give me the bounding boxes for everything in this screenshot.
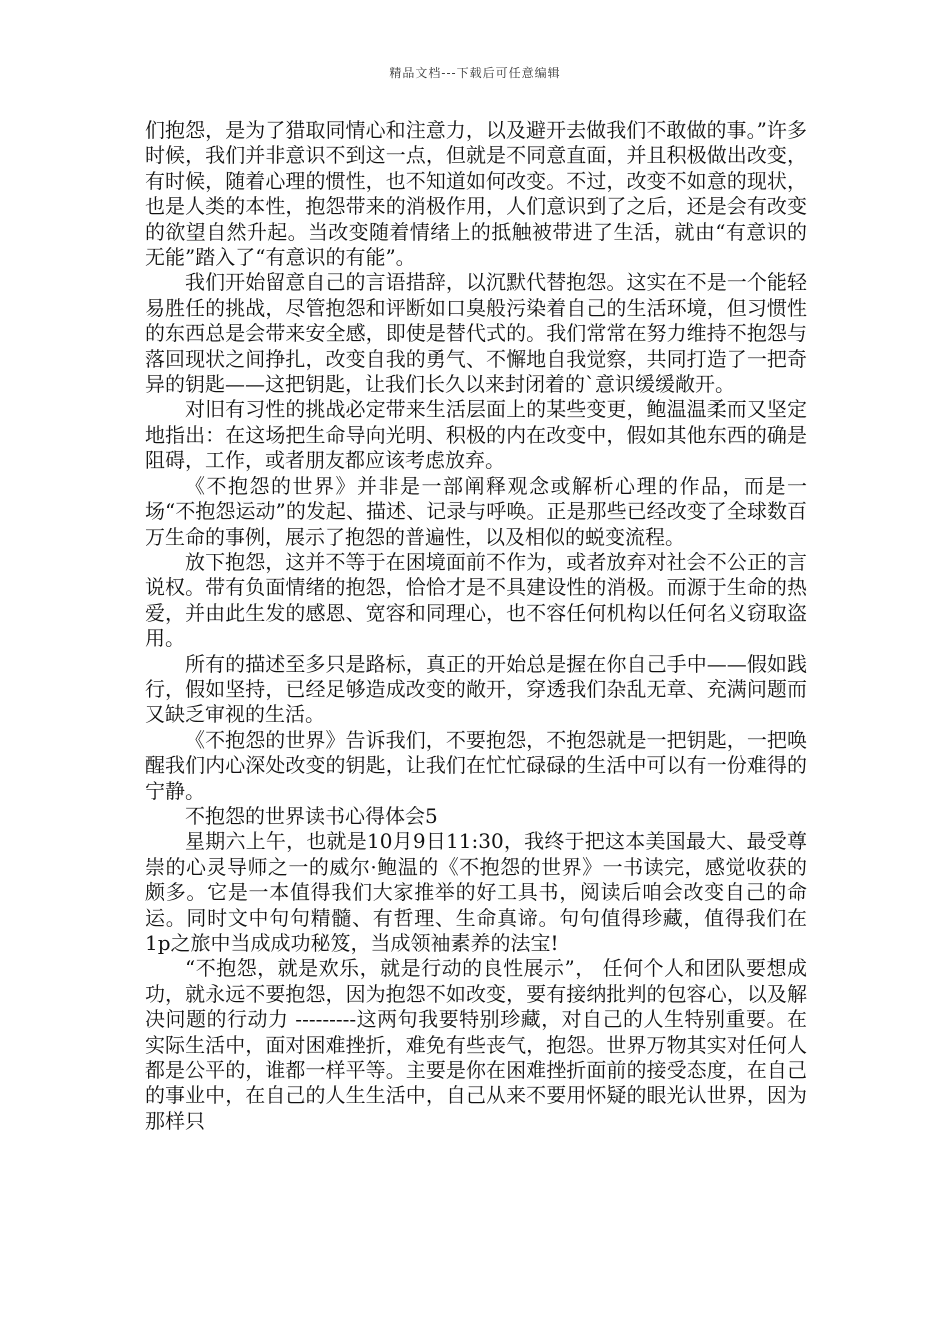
page-header: 精品文档---下载后可任意编辑 (389, 66, 561, 80)
paragraph-5: 放下抱怨，这并不等于在困境面前不作为，或者放弃对社会不公正的言说权。带有负面情绪的抱怨，恰恰才是不具建设性的消极。而源于生命的热爱，并由此生发的感恩、宽容和同理心，也不容任何机构以任何名义窃取盗用。 (145, 549, 807, 651)
document-body (145, 118, 807, 1134)
paragraph-4: 《不抱怨的世界》并非是一部阐释观念或解析心理的作品，而是一场“不抱怨运动”的发起、描述、记录与呼唤。正是那些已经改变了全球数百万生命的事例，展示了抱怨的普遍性，以及相似的蜕变流程。 (145, 473, 807, 549)
paragraph-7: 《不抱怨的世界》告诉我们，不要抱怨，不抱怨就是一把钥匙，一把唤醒我们内心深处改变的钥匙，让我们在忙忙碌碌的生活中可以有一份难得的宁静。 (145, 727, 807, 803)
paragraph-6: 所有的描述至多只是路标，真正的开始总是握在你自己手中——假如践行，假如坚持，已经足够造成改变的敞开，穿透我们杂乱无章、充满问题而又缺乏审视的生活。 (145, 651, 807, 727)
paragraph-3: 对旧有习性的挑战必定带来生活层面上的某些变更，鲍温温柔而又坚定地指出：在这场把生命导向光明、积极的内在改变中，假如其他东西的确是阻碍，工作，或者朋友都应该考虑放弃。 (145, 397, 807, 473)
paragraph-8: 星期六上午，也就是10月9日11:30，我终于把这本美国最大、最受尊崇的心灵导师之一的威尔·鲍温的《不抱怨的世界》一书读完，感觉收获的颇多。它是一本值得我们大家推举的好工具书，阅读后咱会改变自己的命运。同时文中句句精髓、有哲理、生命真谛。句句值得珍藏，值得我们在1p之旅中当成成功秘笈，当成领袖素养的法宝! (145, 829, 807, 955)
paragraph-1: 们抱怨，是为了猎取同情心和注意力，以及避开去做我们不敢做的事。”许多时候，我们并非意识不到这一点，但就是不同意直面，并且积极做出改变，有时候，随着心理的惯性，也不知道如何改变。不过，改变不如意的现状，也是人类的本性，抱怨带来的消极作用，人们意识到了之后，还是会有改变的欲望自然升起。当改变随着情绪上的抵触被带进了生活，就由“有意识的无能”踏入了“有意识的有能”。 (145, 118, 807, 270)
section-heading: 不抱怨的世界读书心得体会5 (185, 803, 438, 828)
paragraph-9: “不抱怨，就是欢乐，就是行动的良性展示”， 任何个人和团队要想成功，就永远不要抱怨，因为抱怨不如改变，要有接纳批判的包容心，以及解决问题的行动力 ---------这两句我要特别珍藏，对自己的人生特别重要。在实际生活中，面对困难挫折，难免有些丧气，抱怨。世界万物其实对任何人都是公平的，谁都一样平等。主要是你在困难挫折面前的接受态度，在自己的事业中，在自己的人生生活中，自己从来不要用怀疑的眼光认世界，因为那样只 (145, 956, 807, 1133)
paragraph-2: 我们开始留意自己的言语措辞，以沉默代替抱怨。这实在不是一个能轻易胜任的挑战，尽管抱怨和评断如口臭般污染着自己的生活环境，但习惯性的东西总是会带来安全感，即使是替代式的。我们常常在努力维持不抱怨与落回现状之间挣扎，改变自我的勇气、不懈地自我觉察，共同打造了一把奇异的钥匙——这把钥匙，让我们长久以来封闭着的`意识缓缓敞开。 (145, 270, 807, 397)
